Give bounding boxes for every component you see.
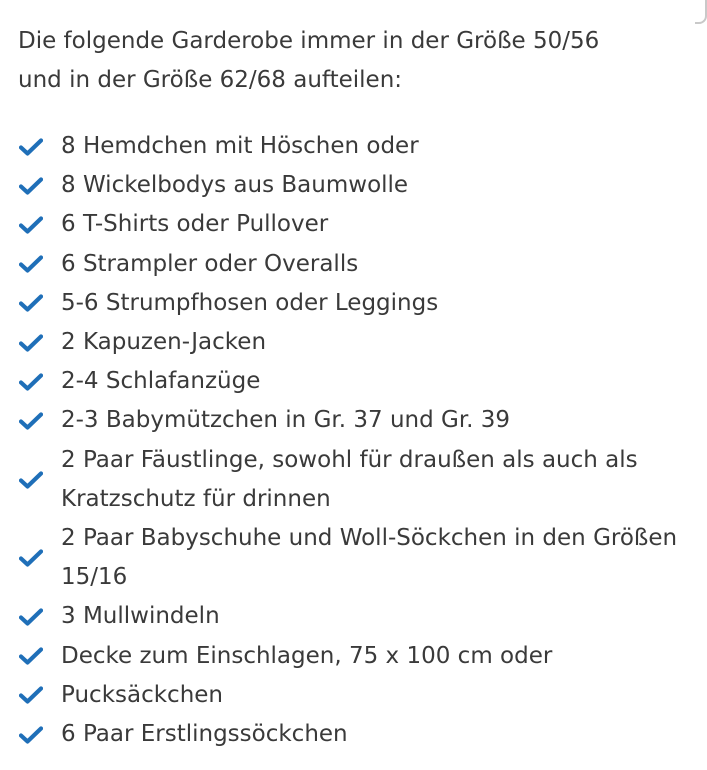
list-item-label: 2 Kapuzen-Jacken: [61, 329, 267, 356]
checkmark-icon: [19, 412, 43, 430]
checkmark-icon: [19, 294, 43, 312]
list-item: [0, 676, 707, 715]
checkmark-icon: [19, 334, 43, 352]
checkmark-icon: [19, 608, 43, 626]
checkmark-icon: [19, 686, 43, 704]
intro-line-1: Die folgende Garderobe immer in der Größe 50/56: [18, 28, 600, 54]
list-item: [0, 323, 707, 362]
list-item-label: 6 Paar Erstlingssöckchen: [61, 721, 348, 748]
list-item: [0, 245, 707, 284]
list-item: [0, 205, 707, 244]
list-item-label: 2 Paar Fäustlinge, sowohl für draußen als auch als Kratzschutz für drinnen: [61, 446, 638, 512]
list-item-label: Pucksäckchen: [61, 681, 223, 708]
list-item-label: 6 Strampler oder Overalls: [61, 250, 359, 277]
checkmark-icon: [19, 216, 43, 234]
list-item-label: 2-3 Babymützchen in Gr. 37 und Gr. 39: [61, 407, 511, 434]
list-item-label: 2 Paar Babyschuhe und Woll-Söckchen in den Größen 15/16: [61, 525, 678, 591]
list-item: [0, 284, 707, 323]
list-item: [0, 362, 707, 401]
intro-paragraph: [18, 22, 698, 100]
list-item: [0, 401, 707, 440]
scroll-corner-indicator: [695, 0, 707, 24]
checkmark-icon: [19, 647, 43, 665]
list-item-label: 2-4 Schlafanzüge: [61, 368, 261, 395]
list-item: [0, 637, 707, 676]
checkmark-icon: [19, 373, 43, 391]
checkmark-icon: [19, 255, 43, 273]
list-item-label: Decke zum Einschlagen, 75 x 100 cm oder: [61, 642, 553, 669]
list-item-label: 5-6 Strumpfhosen oder Leggings: [61, 289, 439, 316]
list-item-label: 8 Wickelbodys aus Baumwolle: [61, 172, 409, 199]
list-item-label: 8 Hemdchen mit Höschen oder: [61, 133, 419, 159]
list-item-label: 6 T-Shirts oder Pullover: [61, 211, 329, 238]
list-item-label: 3 Mullwindeln: [61, 603, 220, 630]
list-item: [0, 597, 707, 636]
clothing-checklist: [0, 127, 707, 754]
list-item: [0, 166, 707, 205]
list-item: [0, 519, 707, 597]
list-item: [0, 127, 707, 166]
checkmark-icon: [19, 726, 43, 744]
checkmark-icon: [19, 138, 43, 156]
intro-line-2: und in der Größe 62/68 aufteilen:: [18, 67, 403, 93]
checkmark-icon: [19, 549, 43, 567]
checkmark-icon: [19, 177, 43, 195]
list-item: [0, 715, 707, 754]
list-item: [0, 441, 707, 519]
checkmark-icon: [19, 471, 43, 489]
